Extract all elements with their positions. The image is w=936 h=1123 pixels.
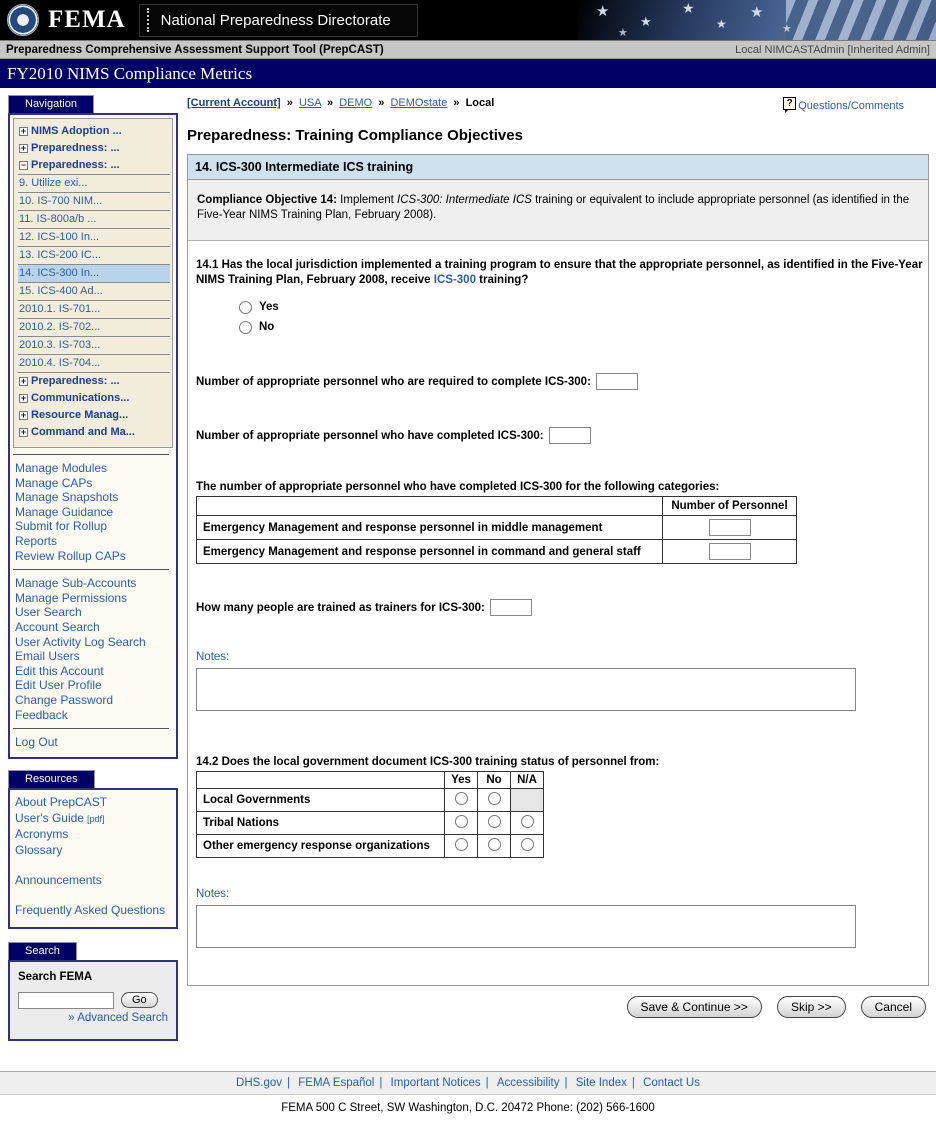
form-area [188, 241, 928, 985]
nav-link-group-manage [13, 460, 173, 564]
go-button[interactable]: Go [121, 992, 158, 1008]
flag-star-icon [782, 22, 792, 35]
footer-link-important-notices[interactable]: Important Notices [390, 1076, 481, 1089]
objective-panel [187, 154, 929, 986]
collapse-icon[interactable]: − [20, 160, 27, 170]
flag-star-icon [640, 14, 652, 30]
row-tribal-nations-label: Tribal Nations [197, 812, 445, 835]
footer-link-dhs[interactable]: DHS.gov [236, 1076, 283, 1089]
form-buttons [187, 996, 926, 1018]
sidebar-link-manage-permissions[interactable]: Manage Permissions [15, 590, 128, 605]
middle-management-count-input[interactable] [709, 519, 751, 536]
search-input[interactable] [18, 992, 114, 1009]
table-row [197, 789, 544, 812]
other-organizations-yes-radio[interactable] [455, 838, 468, 851]
question-14-1-text: 14.1 Has the local jurisdiction implemented a training program to ensure that the appropriate personnel, as identified in the Five-Year NIMS Training Plan, February 2008, receive [196, 259, 923, 286]
nav-tree-label[interactable]: 9. Utilize exi... [19, 177, 88, 189]
table-row [197, 516, 797, 540]
required-personnel-input[interactable] [596, 373, 638, 390]
nav-tree-label[interactable]: 2010.4. IS-704... [19, 357, 101, 369]
flag-star-icon [750, 3, 763, 21]
resource-link-acronyms[interactable]: Acronyms [15, 826, 69, 841]
divider [13, 728, 169, 729]
nav-tree-label[interactable]: 12. ICS-100 In... [19, 231, 100, 243]
nav-tree-item-14-selected[interactable] [18, 265, 170, 283]
local-governments-yes-radio[interactable] [455, 792, 468, 805]
trainers-count-input[interactable] [490, 599, 532, 616]
breadcrumb-link-demostate[interactable]: DEMOstate [390, 97, 448, 109]
cancel-button[interactable]: Cancel [861, 996, 926, 1018]
breadcrumb-row [187, 97, 930, 112]
sidebar-link-account-search[interactable]: Account Search [15, 619, 100, 634]
categories-table [196, 496, 797, 564]
nav-tree [13, 118, 173, 448]
navigation-tab: Navigation [8, 95, 94, 113]
nav-tree-label[interactable]: 15. ICS-400 Ad... [19, 285, 103, 297]
breadcrumb-separator: » [286, 97, 293, 109]
compliance-objective-label: Compliance Objective 14: [197, 194, 337, 206]
nav-tree-item-preparedness-2[interactable] [18, 157, 170, 175]
questions-comments-link[interactable]: Questions/Comments [798, 100, 904, 112]
nav-tree-label[interactable]: 11. IS-800a/b ... [19, 213, 97, 225]
resource-link-users-guide[interactable]: User's Guide [15, 810, 84, 825]
sidebar-link-manage-caps[interactable]: Manage CAPs [15, 475, 93, 490]
navigation-box [8, 113, 178, 759]
nav-tree-item-15[interactable] [18, 283, 170, 301]
number-of-personnel-header: Number of Personnel [663, 497, 797, 516]
category-command-general-staff-label: Emergency Management and response personnel in command and general staff [197, 540, 663, 564]
sidebar-link-email-users[interactable]: Email Users [15, 649, 80, 664]
yes-column-header: Yes [445, 772, 478, 789]
nav-tree-item-10[interactable] [18, 193, 170, 211]
local-governments-na-disabled-cell [511, 789, 544, 812]
nav-tree-label[interactable]: 13. ICS-200 IC... [19, 249, 101, 261]
footer-separator: | [379, 1076, 383, 1089]
notes-section-1 [196, 651, 918, 663]
sidebar-link-edit-user-profile[interactable]: Edit User Profile [15, 678, 102, 693]
breadcrumb-separator: » [378, 97, 385, 109]
table-row [197, 835, 544, 858]
search-tab: Search [8, 942, 77, 960]
nav-tree-label[interactable]: 10. IS-700 NIM... [19, 195, 103, 207]
table-row [197, 540, 797, 564]
expand-icon[interactable]: + [20, 143, 27, 153]
sidebar-link-manage-guidance[interactable]: Manage Guidance [15, 504, 114, 519]
completed-personnel-row [196, 427, 918, 444]
sidebar-link-manage-modules[interactable]: Manage Modules [15, 461, 108, 475]
trainers-row [196, 599, 918, 616]
spacer [15, 859, 173, 873]
nav-tree-label[interactable]: 14. ICS-300 In... [19, 267, 100, 279]
nav-tree-item-2010-4[interactable] [18, 355, 170, 373]
q141-option-yes[interactable] [239, 297, 918, 317]
sidebar-link-manage-snapshots[interactable]: Manage Snapshots [15, 490, 119, 505]
expand-icon[interactable]: + [20, 126, 27, 136]
resources-tab: Resources [8, 770, 95, 788]
objective-course-name: ICS-300: Intermediate ICS [397, 194, 532, 206]
spacer [15, 889, 173, 903]
nav-tree-item-preparedness-1[interactable] [18, 140, 170, 157]
footer-separator: | [631, 1076, 635, 1089]
sidebar-link-user-search[interactable]: User Search [15, 605, 82, 620]
footer [0, 1071, 936, 1123]
flag-image [578, 0, 936, 40]
flag-star-icon [618, 26, 628, 39]
save-continue-button[interactable]: Save & Continue >> [627, 996, 762, 1018]
tribal-nations-yes-radio[interactable] [455, 815, 468, 828]
nav-tree-label[interactable]: 2010.3. IS-703... [19, 339, 101, 351]
divider [13, 569, 169, 570]
footer-link-fema-espanol[interactable]: FEMA Español [298, 1076, 375, 1089]
search-box [8, 960, 178, 1041]
nav-tree-label[interactable]: Preparedness: ... [31, 159, 120, 171]
questions-comments [783, 97, 904, 112]
row-other-organizations-label: Other emergency response organizations [197, 835, 445, 858]
footer-address: FEMA 500 C Street, SW Washington, D.C. 20472 Phone: (202) 566-1600 [281, 1101, 655, 1114]
dotted-separator [147, 8, 149, 32]
footer-link-site-index[interactable]: Site Index [575, 1076, 627, 1089]
notes-section-2 [196, 888, 918, 900]
footer-link-contact-us[interactable]: Contact Us [643, 1076, 700, 1089]
footer-separator: | [287, 1076, 291, 1089]
expand-icon[interactable]: + [20, 393, 27, 403]
question-14-1 [196, 258, 933, 288]
nav-tree-label[interactable]: Command and Ma... [31, 426, 135, 438]
directorate-banner [139, 4, 418, 37]
resource-link-about-prepcast[interactable]: About PrepCAST [15, 794, 108, 809]
resource-link-glossary[interactable]: Glossary [15, 842, 63, 857]
breadcrumb-link-usa[interactable]: USA [298, 97, 321, 109]
nav-tree-label[interactable]: 2010.1. IS-701... [19, 303, 101, 315]
nav-tree-item-communications[interactable] [18, 390, 170, 407]
na-column-header: N/A [511, 772, 544, 789]
notes-textarea-2[interactable] [196, 905, 856, 948]
required-personnel-row [196, 373, 918, 390]
sidebar-link-submit-for-rollup[interactable]: Submit for Rollup [15, 519, 108, 534]
search-fema-heading: Search FEMA [18, 970, 93, 983]
category-middle-management-label: Emergency Management and response personnel in middle management [197, 516, 663, 540]
advanced-search-link[interactable]: » Advanced Search [68, 1011, 168, 1024]
nav-tree-item-command-management[interactable] [18, 424, 170, 441]
top-header [0, 0, 936, 40]
objective-text: training or equivalent to include appropriate personnel (as identified in the Five-Year NIMS Training Plan, February 2008). [197, 194, 910, 221]
nav-tree-label[interactable]: Communications... [31, 392, 130, 404]
breadcrumb-separator: » [453, 97, 460, 109]
other-organizations-no-radio[interactable] [488, 838, 501, 851]
breadcrumb-separator: » [327, 97, 334, 109]
dhs-seal-icon [7, 4, 39, 36]
command-general-staff-count-input[interactable] [709, 543, 751, 560]
breadcrumb-current-local: Local [465, 97, 495, 109]
completed-personnel-label: Number of appropriate personnel who have completed ICS-300: [196, 429, 544, 442]
nav-link-group-logout [13, 734, 173, 751]
trainers-label: How many people are trained as trainers for ICS-300: [196, 601, 485, 614]
sidebar-link-manage-sub-accounts[interactable]: Manage Sub-Accounts [15, 576, 137, 591]
fema-wordmark: FEMA [48, 6, 126, 33]
sidebar [8, 95, 178, 1041]
resource-link-faq[interactable]: Frequently Asked Questions [15, 902, 166, 917]
objective-text: Implement [336, 194, 398, 206]
q141-yes-radio[interactable] [239, 301, 252, 314]
sidebar-link-log-out[interactable]: Log Out [15, 735, 58, 750]
breadcrumb-current-account-link[interactable]: [Current Account] [187, 97, 281, 109]
q141-no-radio[interactable] [239, 321, 252, 334]
question-bubble-icon: ? [783, 97, 796, 110]
nav-tree-item-nims-adoption[interactable] [18, 123, 170, 140]
section-header: 14. ICS-300 Intermediate ICS training [188, 155, 928, 180]
user-status: Local NIMCASTAdmin [Inherited Admin] [735, 43, 930, 56]
sidebar-link-review-rollup-caps[interactable]: Review Rollup CAPs [15, 548, 126, 563]
divider [13, 454, 169, 455]
table-row [197, 812, 544, 835]
sidebar-link-feedback[interactable]: Feedback [15, 707, 68, 722]
compliance-objective [188, 180, 928, 241]
content-area [187, 95, 930, 1018]
notes-textarea-1[interactable] [196, 668, 856, 711]
notes-link[interactable]: Notes: [196, 888, 230, 900]
sidebar-link-edit-this-account[interactable]: Edit this Account [15, 663, 104, 678]
page-title: Preparedness: Training Compliance Objectives [187, 127, 523, 144]
app-title-bar [0, 40, 936, 59]
sidebar-link-user-activity-log-search[interactable]: User Activity Log Search [15, 634, 146, 649]
question-14-1-text: training? [475, 274, 529, 286]
nav-tree-item-2010-3[interactable] [18, 337, 170, 355]
q141-no-label: No [259, 321, 275, 333]
nav-tree-label[interactable]: NIMS Adoption ... [31, 125, 122, 137]
nav-tree-item-13[interactable] [18, 247, 170, 265]
required-personnel-label: Number of appropriate personnel who are required to complete ICS-300: [196, 375, 591, 388]
resource-link-announcements[interactable]: Announcements [15, 872, 102, 887]
nav-tree-item-9[interactable] [18, 175, 170, 193]
footer-link-accessibility[interactable]: Accessibility [496, 1076, 560, 1089]
breadcrumb-link-demo[interactable]: DEMO [339, 97, 373, 109]
other-organizations-na-radio[interactable] [521, 838, 534, 851]
q142-empty-header [197, 772, 445, 789]
app-title: Preparedness Comprehensive Assessment Support Tool (PrepCAST) [6, 43, 384, 56]
expand-icon[interactable]: + [20, 427, 27, 437]
sidebar-link-change-password[interactable]: Change Password [15, 692, 114, 707]
pdf-tag: [pdf] [87, 813, 105, 824]
categories-heading: The number of appropriate personnel who have completed ICS-300 for the following categories: [196, 481, 720, 493]
sidebar-link-reports[interactable]: Reports [15, 533, 58, 548]
footer-separator: | [564, 1076, 568, 1089]
tribal-nations-na-radio[interactable] [521, 815, 534, 828]
completed-personnel-input[interactable] [549, 427, 591, 444]
flag-star-icon [682, 0, 695, 17]
nav-tree-label[interactable]: Preparedness: ... [31, 375, 120, 387]
nav-tree-label[interactable]: 2010.2. IS-702... [19, 321, 101, 333]
question-14-2: 14.2 Does the local government document ICS-300 training status of personnel from: [196, 756, 660, 768]
no-column-header: No [478, 772, 511, 789]
tribal-nations-no-radio[interactable] [488, 815, 501, 828]
nav-tree-item-preparedness-3[interactable] [18, 373, 170, 390]
flag-star-icon [716, 17, 727, 31]
nav-tree-item-resource-management[interactable] [18, 407, 170, 424]
nav-tree-item-11[interactable] [18, 211, 170, 229]
expand-icon[interactable]: + [20, 410, 27, 420]
notes-link[interactable]: Notes: [196, 651, 230, 663]
expand-icon[interactable]: + [20, 376, 27, 386]
q141-options [239, 297, 918, 337]
nav-tree-label[interactable]: Preparedness: ... [31, 142, 120, 154]
row-local-governments-label: Local Governments [197, 789, 445, 812]
nav-tree-item-2010-1[interactable] [18, 301, 170, 319]
main-layout [0, 88, 936, 1041]
nav-link-group-admin [13, 575, 173, 723]
breadcrumb [187, 97, 494, 112]
resources-box [8, 788, 178, 929]
footer-separator: | [485, 1076, 489, 1089]
skip-button[interactable]: Skip >> [777, 996, 846, 1018]
directorate-title: National Preparedness Directorate [160, 11, 391, 29]
page-banner: FY2010 NIMS Compliance Metrics [0, 59, 936, 88]
q142-table [196, 771, 544, 858]
categories-empty-header [197, 497, 663, 516]
local-governments-no-radio[interactable] [488, 792, 501, 805]
q141-yes-label: Yes [259, 301, 279, 313]
flag-star-icon [596, 2, 609, 20]
nav-tree-item-2010-2[interactable] [18, 319, 170, 337]
ics-300-link[interactable]: ICS-300 [433, 274, 476, 286]
nav-tree-item-12[interactable] [18, 229, 170, 247]
nav-tree-label[interactable]: Resource Manag... [31, 409, 129, 421]
q141-option-no[interactable] [239, 317, 918, 337]
footer-links-bar [0, 1071, 936, 1095]
